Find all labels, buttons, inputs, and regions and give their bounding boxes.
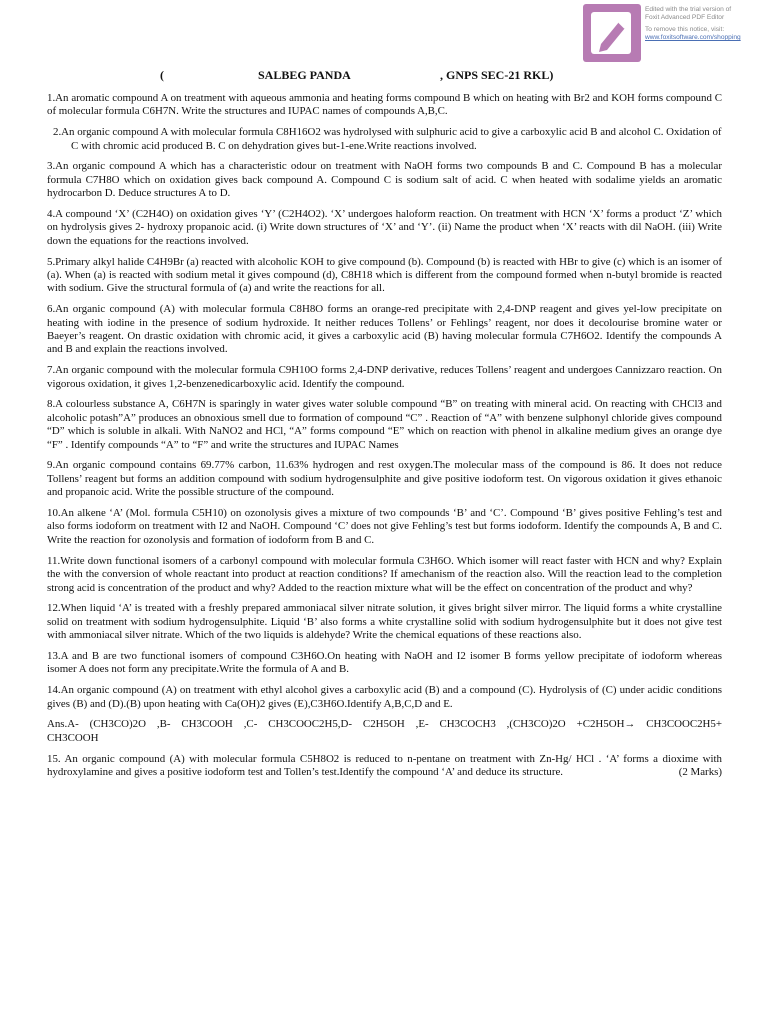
question-13: 13.A and B are two functional isomers of compound C3H6O.On heating with NaOH and I2 isomer B forms yellow precipitate of iodoform whereas isomer A does not form any precipitate.Write the formula of A and B. xyxy=(47,649,722,676)
question-15 xyxy=(47,753,722,780)
question-15-marks: (2 Marks) xyxy=(678,765,722,778)
header-open-paren: ( xyxy=(160,68,164,82)
question-6: 6.An organic compound (A) with molecular formula C8H8O forms an orange-red precipitate with 2,4-DNP reagent and gives yel-low precipitate on heating with iodine in the presence of sodium hydroxide. It neither reduces Tollens’ or Fehlings’ reagent, nor does it decolourise bromine water or Baeyer’s reagent. On drastic oxidation with chromic acid, it gives a carboxylic acid (B) having molecular formula C7H6O2. Identify the compounds A and B and explain the reactions involved. xyxy=(47,303,722,356)
question-7: 7.An organic compound with the molecular formula C9H10O forms 2,4-DNP derivative, reduces Tollens’ reagent and undergoes Cannizzaro reaction. On vigorous oxidation, it gives 1,2-benzenedicarboxylic acid. Identify the compound. xyxy=(47,364,722,390)
watermark-line-1: Edited with the trial version of xyxy=(645,6,732,13)
foxit-logo-icon xyxy=(583,4,641,62)
question-9: 9.An organic compound contains 69.77% carbon, 11.63% hydrogen and rest oxygen.The molecular mass of the compound is 86. It does not reduce Tollens’ reagent but forms an addition compound with sodium hydrogensulphite and give positive iodoform test. On vigorous oxidation it gives ethanoic and propanoic acid. Write the possible structure of the compound. xyxy=(47,459,722,499)
question-2: 2.An organic compound A with molecular formula C8H16O2 was hydrolysed with sulphuric acid to give a carboxylic acid B and alcohol C. Oxidation of C with chromic acid produced B. C on dehydration gives but-1-ene.Write reactions involved. xyxy=(53,126,722,152)
question-10: 10.An alkene ‘A’ (Mol. formula C5H10) on ozonolysis gives a mixture of two compounds ‘B’ and ‘C’. Compound ‘B’ gives positive Fehling’s test and also forms iodoform on treatment with I2 and NaOH. Compound ‘C’ does not give Fehling’s test but forms iodoform. Identify the compounds A, B and C. Write the reaction for ozonolysis and formation of iodoform from B and C. xyxy=(47,507,722,546)
question-5: 5.Primary alkyl halide C4H9Br (a) reacted with alcoholic KOH to give compound (b). Compound (b) is reacted with HBr to give (c) which is an isomer of (a). When (a) is reacted with sodium metal it gives compound (d), C8H18 which is different from the compound formed when n-butyl bromide is reacted with sodium. Give the structural formula of (a) and write the reactions for all. xyxy=(47,255,722,295)
question-11: 11.Write down functional isomers of a carbonyl compound with molecular formula C3H6O. Which isomer will react faster with HCN and why? Explain the with the conversion of whole reactant into product at reaction conditions? If amechanism of the reaction also. Will the reaction lead to the completion strong acid is concentration of the product and why? Added to the reaction mixture what will be the effect on concentration of the product and why? xyxy=(47,554,722,594)
question-8: 8.A colourless substance A, C6H7N is sparingly in water gives water soluble compound “B” on treating with mineral acid. On reacting with CHCl3 and alcoholic potash”A” produces an obnoxious smell due to formation of compound “C” . Reaction of “A” with benzene sulphonyl chloride gives compound “D” which is soluble in alkali. With NaNO2 and HCl, “A” forms compound “E” which on reaction with phenol in alkaline medium gives an orange dye “F” . Identify compounds “A” to “F” and write the structures and IUPAC Names xyxy=(47,398,722,451)
question-4: 4.A compound ‘X’ (C2H4O) on oxidation gives ‘Y’ (C2H4O2). ‘X’ undergoes haloform reaction. On treatment with HCN ‘X’ forms a product ‘Z’ which on hydrolysis gives 2- hydroxy propanoic acid. (i) Write down structures of ‘X’ and ‘Y’. (ii) Name the product when ‘X’ reacts with dil NaOH. (iii) Write down the equations for the reactions involved. xyxy=(47,208,722,247)
watermark-link[interactable]: www.foxitsoftware.com/shopping xyxy=(645,34,741,41)
question-15-text: 15. An organic compound (A) with molecular formula C5H8O2 is reduced to n-pentane on treatment with Zn-Hg/ HCl . ‘A’ forms a dioxime with hydroxylamine and gives a positive iodoform test and Tollen’s test.Identify the compound ‘A’ and deduce its structure. xyxy=(47,752,722,778)
watermark-line-3: To remove this notice, visit: xyxy=(645,26,725,33)
question-1: 1.An aromatic compound A on treatment with aqueous ammonia and heating forms compound B which on heating with Br2 and KOH forms compound C of molecular formula C6H7N. Write the structures and IUPAC names of compounds A,B,C. xyxy=(47,92,722,118)
answer-14: Ans.A- (CH3CO)2O ,B- CH3COOH ,C- CH3COOC2H5,D- C2H5OH ,E- CH3COCH3 ,(CH3CO)2O +C2H5OH→ CH3COOC2H5+ CH3COOH xyxy=(47,718,722,744)
school-name: , GNPS SEC-21 RKL) xyxy=(440,68,554,82)
page-header xyxy=(0,68,768,84)
question-list xyxy=(47,92,722,787)
author-name: SALBEG PANDA xyxy=(258,68,351,82)
watermark-line-2: Foxit Advanced PDF Editor xyxy=(645,14,725,21)
question-3: 3.An organic compound A which has a characteristic odour on treatment with NaOH forms two compounds B and C. Compound B has a molecular formula C7H8O which on oxidation gives back compound A. Compound C is sodium salt of acid. C when heated with sodalime yields an aromatic hydrocarbon D. Deduce structures A to D. xyxy=(47,160,722,200)
question-12: 12.When liquid ‘A’ is treated with a freshly prepared ammoniacal silver nitrate solution, it gives bright silver mirror. The liquid forms a white crystalline solid on treatment with sodium hydrogensulphite. Liquid ‘B’ also forms a white crystalline solid with sodium hydrogensulphite but it does not give test with ammoniacal silver nitrate. Which of the two liquids is aldehyde? Write the chemical equations of these reactions also. xyxy=(47,602,722,642)
question-14: 14.An organic compound (A) on treatment with ethyl alcohol gives a carboxylic acid (B) and a compound (C). Hydrolysis of (C) under acidic conditions gives (B) and (D).(B) upon heating with Ca(OH)2 gives (E),C3H6O.Identify A,B,C,D and E. xyxy=(47,684,722,710)
watermark-text xyxy=(645,6,767,42)
trial-watermark xyxy=(583,4,765,66)
